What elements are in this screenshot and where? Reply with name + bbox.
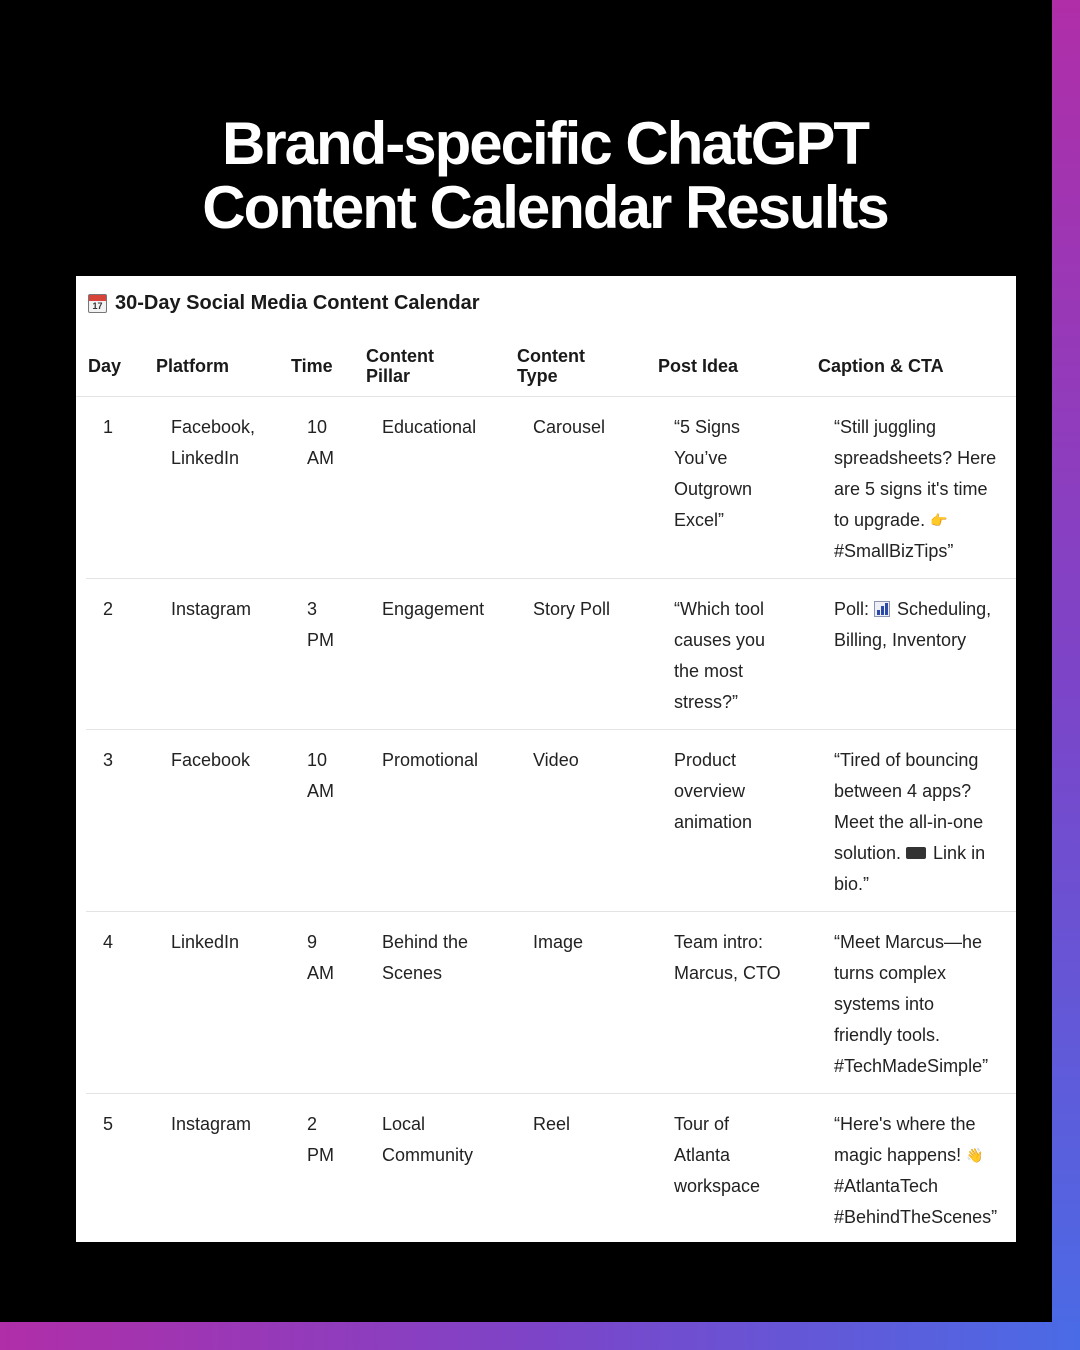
cell-idea-line: stress?”: [674, 692, 739, 712]
cell-pillar-line: Promotional: [382, 750, 479, 770]
cell-idea: [674, 594, 765, 718]
cell-pillar-line: Behind the: [382, 932, 469, 952]
cell-pillar: [382, 1109, 473, 1171]
cell-caption-line: between 4 apps?: [834, 781, 972, 801]
cell-pillar: [382, 412, 476, 443]
header-platform: Platform: [156, 356, 230, 376]
cell-idea-line: Team intro:: [674, 932, 764, 952]
cell-caption-line: #TechMadeSimple”: [834, 1056, 989, 1076]
cell-day: 3: [103, 750, 114, 770]
header-content-pillar: [366, 346, 434, 386]
cell-pillar: [382, 594, 484, 625]
waving-hand-icon: 👋: [966, 1147, 984, 1163]
cell-platform: [171, 412, 255, 474]
cell-idea-line: Product: [674, 750, 737, 770]
header-caption-cta: Caption & CTA: [818, 356, 944, 376]
cell-idea-line: overview: [674, 781, 746, 801]
cell-time-line: 10: [307, 750, 328, 770]
cell-pillar: [382, 745, 478, 776]
cell-caption: [834, 594, 991, 656]
cell-platform: [171, 927, 239, 958]
cell-platform-line: Instagram: [171, 599, 252, 619]
cell-type-line: Image: [533, 932, 584, 952]
cell-type-line: Story Poll: [533, 599, 611, 619]
cell-caption-line: “Meet Marcus—he: [834, 932, 983, 952]
cell-time-line: AM: [307, 448, 334, 468]
cell-caption: [834, 745, 985, 900]
header-content-pillar-line-2: Pillar: [366, 366, 411, 386]
cell-type: [533, 594, 610, 625]
pointing-hand-icon: 👉: [930, 512, 948, 528]
cell-caption: [834, 412, 996, 567]
cell-type-line: Reel: [533, 1114, 571, 1134]
cell-pillar-line: Educational: [382, 417, 477, 437]
cell-caption-line: #AtlantaTech: [834, 1176, 939, 1196]
cell-idea-line: You’ve: [674, 448, 728, 468]
calendar-title-text: 30-Day Social Media Content Calendar: [115, 292, 480, 314]
cell-idea: [674, 1109, 760, 1202]
cell-idea-line: Outgrown: [674, 479, 753, 499]
header-day: Day: [88, 356, 122, 376]
cell-idea-line: animation: [674, 812, 753, 832]
header-post-idea: Post Idea: [658, 356, 739, 376]
gradient-border-bottom: [0, 1322, 1080, 1350]
cell-idea-line: causes you: [674, 630, 766, 650]
cell-platform-line: LinkedIn: [171, 932, 240, 952]
table-row: [86, 578, 1016, 730]
cell-pillar-line: Community: [382, 1145, 474, 1165]
cell-idea: [674, 412, 752, 536]
cell-caption-line: are 5 signs it's time: [834, 479, 988, 499]
cell-platform-line: LinkedIn: [171, 448, 240, 468]
cell-platform-line: Facebook: [171, 750, 251, 770]
cell-idea-line: “Which tool: [674, 599, 765, 619]
cell-idea-line: Tour of: [674, 1114, 730, 1134]
cell-caption: [834, 1109, 997, 1233]
cell-caption-line: turns complex: [834, 963, 947, 983]
cell-idea-line: Marcus, CTO: [674, 963, 781, 983]
table-header: [76, 340, 1016, 397]
cell-time: [307, 927, 334, 989]
headline-line-1: Brand-specific ChatGPT: [221, 110, 869, 177]
cell-type: [533, 745, 579, 776]
cell-caption-line: magic happens! 👋: [834, 1140, 997, 1171]
cell-type-line: Carousel: [533, 417, 606, 437]
cell-idea-line: “5 Signs: [674, 417, 741, 437]
header-content-type-line-2: Type: [517, 366, 558, 386]
cell-caption-line: Meet the all-in-one: [834, 812, 984, 832]
cell-caption-line: spreadsheets? Here: [834, 448, 997, 468]
calendar-icon: [88, 294, 107, 313]
cell-idea-line: the most: [674, 661, 744, 681]
table-row: [86, 1093, 1016, 1242]
cell-time-line: 2: [307, 1114, 318, 1134]
cell-idea-line: workspace: [674, 1176, 761, 1196]
cell-pillar-line: Engagement: [382, 599, 485, 619]
cell-pillar-line: Local: [382, 1114, 426, 1134]
cell-time: [307, 1109, 334, 1171]
cell-day: 2: [103, 599, 114, 619]
cell-type: [533, 927, 583, 958]
cell-time: [307, 745, 334, 807]
cell-platform-line: Instagram: [171, 1114, 252, 1134]
header-time: Time: [291, 356, 333, 376]
cell-time-line: AM: [307, 963, 334, 983]
cell-time-line: 9: [307, 932, 318, 952]
headline: [0, 112, 1080, 240]
cell-time: [307, 594, 334, 656]
cell-type-line: Video: [533, 750, 579, 770]
table-row: [86, 396, 1016, 579]
header-content-pillar-line-1: Content: [366, 346, 434, 366]
cell-caption-line: #SmallBizTips”: [834, 541, 954, 561]
calendar-card: [76, 276, 1016, 1242]
header-content-type: [517, 346, 585, 386]
cell-caption-line: Poll: Scheduling,: [834, 599, 992, 619]
table-row: [86, 729, 1016, 912]
bar-chart-icon: [874, 601, 890, 617]
cell-caption-line: “Still juggling: [834, 417, 937, 437]
cell-time-line: AM: [307, 781, 334, 801]
cell-time: [307, 412, 334, 474]
cell-caption-line: to upgrade. 👉: [834, 505, 996, 536]
cell-idea: [674, 927, 781, 989]
cell-caption: [834, 927, 988, 1082]
cell-caption-line: #BehindTheScenes”: [834, 1207, 998, 1227]
calendar-title: [88, 292, 480, 315]
cell-caption-line: solution. Link in: [834, 843, 986, 863]
table-row: [86, 911, 1016, 1094]
cell-idea-line: Atlanta: [674, 1145, 731, 1165]
cell-day: 4: [103, 932, 114, 952]
cell-caption-line: systems into: [834, 994, 935, 1014]
cell-pillar-line: Scenes: [382, 963, 443, 983]
cell-type: [533, 412, 605, 443]
header-content-type-line-1: Content: [517, 346, 585, 366]
cell-time-line: PM: [307, 1145, 334, 1165]
cell-platform: [171, 1109, 251, 1140]
cell-day: 1: [103, 417, 114, 437]
cell-caption-line: friendly tools.: [834, 1025, 941, 1045]
cell-platform: [171, 594, 251, 625]
cell-idea: [674, 745, 752, 838]
cell-pillar: [382, 927, 468, 989]
video-camera-icon: [906, 847, 926, 859]
cell-time-line: PM: [307, 630, 334, 650]
cell-platform-line: Facebook,: [171, 417, 256, 437]
cell-idea-line: Excel”: [674, 510, 725, 530]
cell-platform: [171, 745, 250, 776]
cell-caption-line: “Here's where the: [834, 1114, 976, 1134]
cell-caption-line: bio.”: [834, 874, 870, 894]
cell-time-line: 10: [307, 417, 328, 437]
cell-caption-line: “Tired of bouncing: [834, 750, 979, 770]
headline-line-2: Content Calendar Results: [202, 174, 888, 241]
cell-type: [533, 1109, 570, 1140]
cell-time-line: 3: [307, 599, 318, 619]
cell-day: 5: [103, 1114, 114, 1134]
cell-caption-line: Billing, Inventory: [834, 630, 967, 650]
